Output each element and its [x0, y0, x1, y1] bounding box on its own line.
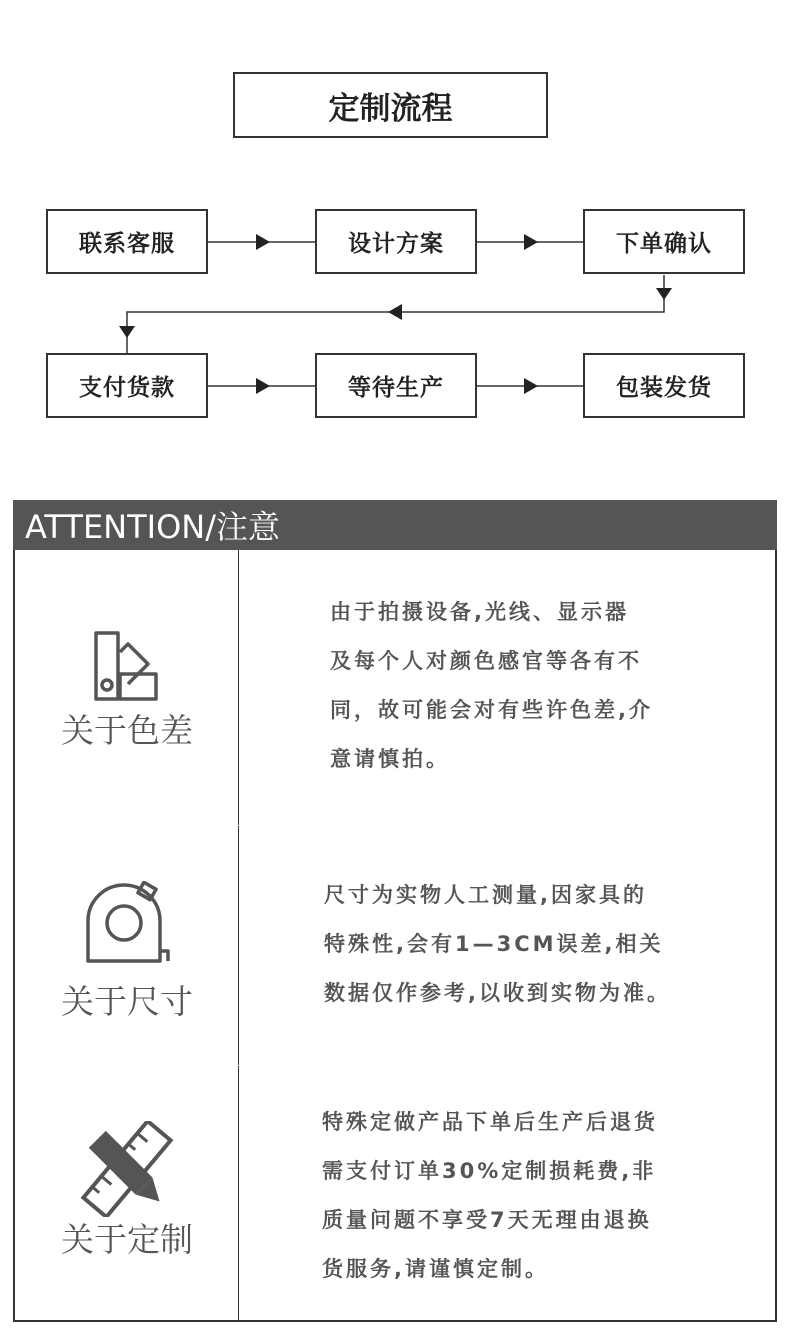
- description-line: 尺寸为实物人工测量,因家具的: [324, 883, 647, 907]
- section-left-cell: [15, 826, 239, 1065]
- step-order-confirm: 下单确认: [583, 209, 745, 274]
- section-left-cell: [15, 1066, 239, 1320]
- section-description: [330, 588, 653, 784]
- section-customization: [15, 1066, 775, 1320]
- arrow-down-icon: [119, 326, 135, 338]
- step-contact-service: 联系客服: [46, 209, 208, 274]
- section-label: 关于定制: [61, 1220, 193, 1259]
- description-line: 及每个人对颜色感官等各有不: [330, 649, 642, 673]
- description-line: 特殊定做产品下单后生产后退货: [322, 1110, 658, 1134]
- step-design-plan: 设计方案: [315, 209, 477, 274]
- section-label: 关于色差: [61, 711, 193, 750]
- arrow-right-icon: [524, 378, 538, 394]
- attention-table: [13, 550, 777, 1322]
- step-production: 等待生产: [315, 353, 477, 418]
- description-line: 需支付订单30%定制损耗费,非: [322, 1159, 657, 1183]
- step-shipping: 包装发货: [583, 353, 745, 418]
- step-payment: 支付货款: [46, 353, 208, 418]
- section-color-difference: [15, 550, 775, 825]
- description-line: 意请慎拍。: [330, 747, 450, 771]
- description-line: 特殊性,会有1—3CM误差,相关: [324, 932, 664, 956]
- section-description: [322, 1098, 658, 1294]
- description-line: 质量问题不享受7天无理由退换: [322, 1208, 652, 1232]
- arrow-right-icon: [256, 378, 270, 394]
- section-label: 关于尺寸: [61, 982, 193, 1021]
- pencil-ruler-icon: [77, 1121, 177, 1221]
- section-size: [15, 826, 775, 1065]
- arrow-left-icon: [388, 304, 402, 320]
- description-line: 同，故可能会对有些许色差,介: [330, 698, 653, 722]
- tape-measure-icon: [82, 881, 172, 971]
- arrow-down-icon: [656, 288, 672, 300]
- arrow-right-icon: [256, 234, 270, 250]
- section-left-cell: [15, 550, 239, 825]
- section-description: [324, 871, 671, 1018]
- description-line: 货服务,请谨慎定制。: [322, 1257, 549, 1281]
- color-swatch-icon: [92, 630, 162, 706]
- arrow-right-icon: [524, 234, 538, 250]
- process-title: 定制流程: [233, 72, 548, 138]
- attention-header: ATTENTION/注意: [13, 500, 777, 550]
- description-line: 数据仅作参考,以收到实物为准。: [324, 981, 671, 1005]
- description-line: 由于拍摄设备,光线、显示器: [330, 600, 629, 624]
